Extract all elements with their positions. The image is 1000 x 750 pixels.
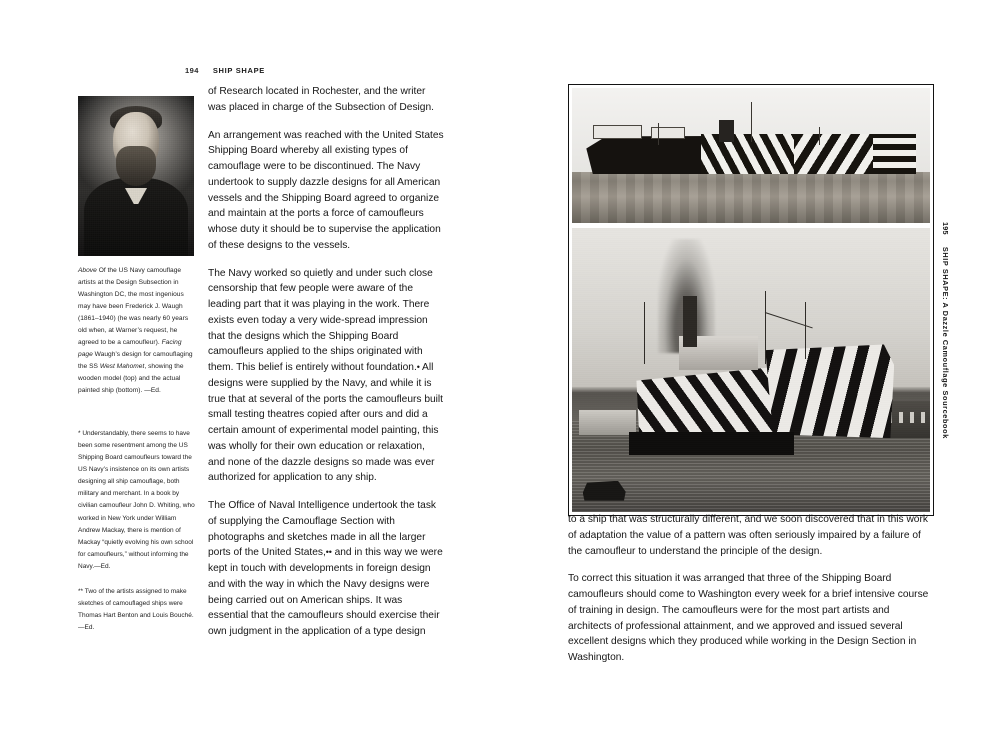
top-photo-plinth [572, 172, 930, 223]
right-running-head-vertical [941, 222, 959, 522]
footnote-marker-1: • [416, 362, 420, 372]
footnote-block [78, 428, 196, 647]
photo-grain-overlay [78, 96, 194, 256]
running-head-title-right: SHIP SHAPE: A Dazzle Camouflage Sourcebook [941, 246, 950, 439]
paragraph-4-part-a: The Office of Naval Intelligence undertook the task of supplying the Camouflage Section with photographs and sketches made in all the larger ports of the United States, [208, 500, 437, 559]
paragraph-4 [208, 498, 444, 640]
top-photo-superstructure-mid [651, 127, 685, 140]
top-photo-mast-main [751, 102, 752, 143]
running-head-title-left: SHIP SHAPE [212, 66, 265, 75]
left-body-column [208, 84, 444, 640]
right-body-column [568, 512, 934, 666]
paragraph-4-part-b: and in this way we were kept in touch with developments in foreign design and with the way in which the Navy designs were being carried out on American ships. It was essential that the camoufleurs should exercise their own judgment in the application of a type design [208, 547, 443, 637]
left-running-head [185, 66, 265, 75]
paragraph-3-part-a: The Navy worked so quietly and under such close censorship that few people were aware of the leading part that it was playing in the work. There exists even today a very wide-spread impression that the designs which the Shipping Board camoufleurs applied to the ships originated with them. This belief is entirely without foundation. [208, 267, 433, 373]
dazzle-painted-ss-west-mahomet-at-dock [572, 228, 930, 512]
top-photo-dazzle-panel-a [701, 134, 794, 175]
caption-body-2b: , showing the wooden model (top) and the actual painted ship (bottom). —Ed. [78, 363, 184, 394]
top-photo-funnel [719, 120, 734, 142]
caption-lead-facing-page: Facing page [78, 339, 182, 358]
top-photo-mast-aft [819, 127, 820, 145]
folio-right: 195 [941, 222, 950, 235]
right-running-head-inner [941, 222, 950, 439]
figure-caption-left [78, 265, 194, 397]
left-sidebar-column [78, 96, 194, 397]
caption-lead-above: Above [78, 267, 97, 274]
dazzle-painted-wooden-ship-model [572, 88, 930, 223]
top-photo-dazzle-panel-b [794, 134, 873, 175]
photo-plate [568, 84, 934, 516]
top-photo-scene [572, 88, 930, 223]
paragraph-1: of Research located in Rochester, and the writer was placed in charge of the Subsection of Design. [208, 86, 434, 113]
caption-body-2a: Waugh’s design for camouflaging the SS [78, 351, 193, 370]
portrait-of-frederick-judd-waugh [78, 96, 194, 256]
footnote-1: * Understandably, there seems to have been some resentment among the US Shipping Board camoufleurs toward the US Navy’s insistence on its own artists designing all ship camouflage, both military and merchant. In a book by civilian camoufleur John D. Whiting, who worked in New York under William Andrew Mackay, there is mention of Mackay “quietly evolving his own school for camoufleurs,” without informing the Navy.—Ed. [78, 430, 195, 570]
paragraph-3-part-b: All designs were supplied by the Navy, and while it is true that at several of the ports the camoufleurs built small testing theatres copied after ours and did a certain amount of experimental model painting, this was wholly for their own education or relaxation, and none of the dazzle designs so made was ever authorized for application to any ship. [208, 362, 444, 484]
top-photo-superstructure-fore [593, 125, 642, 139]
paragraph-3 [208, 266, 444, 487]
paragraph-2: An arrangement was reached with the United States Shipping Board whereby all existing types of camouflage were to be discontinued. The Navy undertook to supply dazzle designs for all American vessels and the Shipping Board agreed to organize and maintain at the ports a force of camoufleurs whose duty it should be to supervise the application of these designs to the vessels. [208, 129, 444, 251]
bottom-photo-grain [572, 228, 930, 512]
footnote-2: ** Two of the artists assigned to make sketches of camouflaged ships were Thomas Hart Benton and Louis Bouché.—Ed. [78, 587, 194, 632]
top-photo-dazzle-panel-c [873, 134, 916, 175]
footnote-marker-2: •• [325, 547, 332, 558]
right-paragraph-1: to a ship that was structurally different, and we soon discovered that in this work of adaptation the value of a pattern was often seriously impaired by a failure of the camoufleur to understand the principle of the design. [568, 514, 928, 557]
bottom-photo-scene [572, 228, 930, 512]
right-paragraph-2: To correct this situation it was arranged that three of the Shipping Board camoufleurs should come to Washington every week for a brief intensive course of training in design. The camoufleurs were for the most part artists and architects of professional attainment, and we approved and issued several excellent designs which they produced while working in the Design Section in Washington. [568, 573, 929, 663]
caption-ship-name: West Mahomet [99, 363, 145, 370]
folio-left: 194 [185, 66, 199, 75]
top-photo-mast-fore [658, 123, 659, 145]
caption-body: Of the US Navy camouflage artists at the Design Subsection in Washington DC, the most ingenious may have been Frederick J. Waugh (1861–1940) (he was nearly 60 years old when, at Warner’s request, he agreed to be a camoufleur). [78, 267, 189, 346]
